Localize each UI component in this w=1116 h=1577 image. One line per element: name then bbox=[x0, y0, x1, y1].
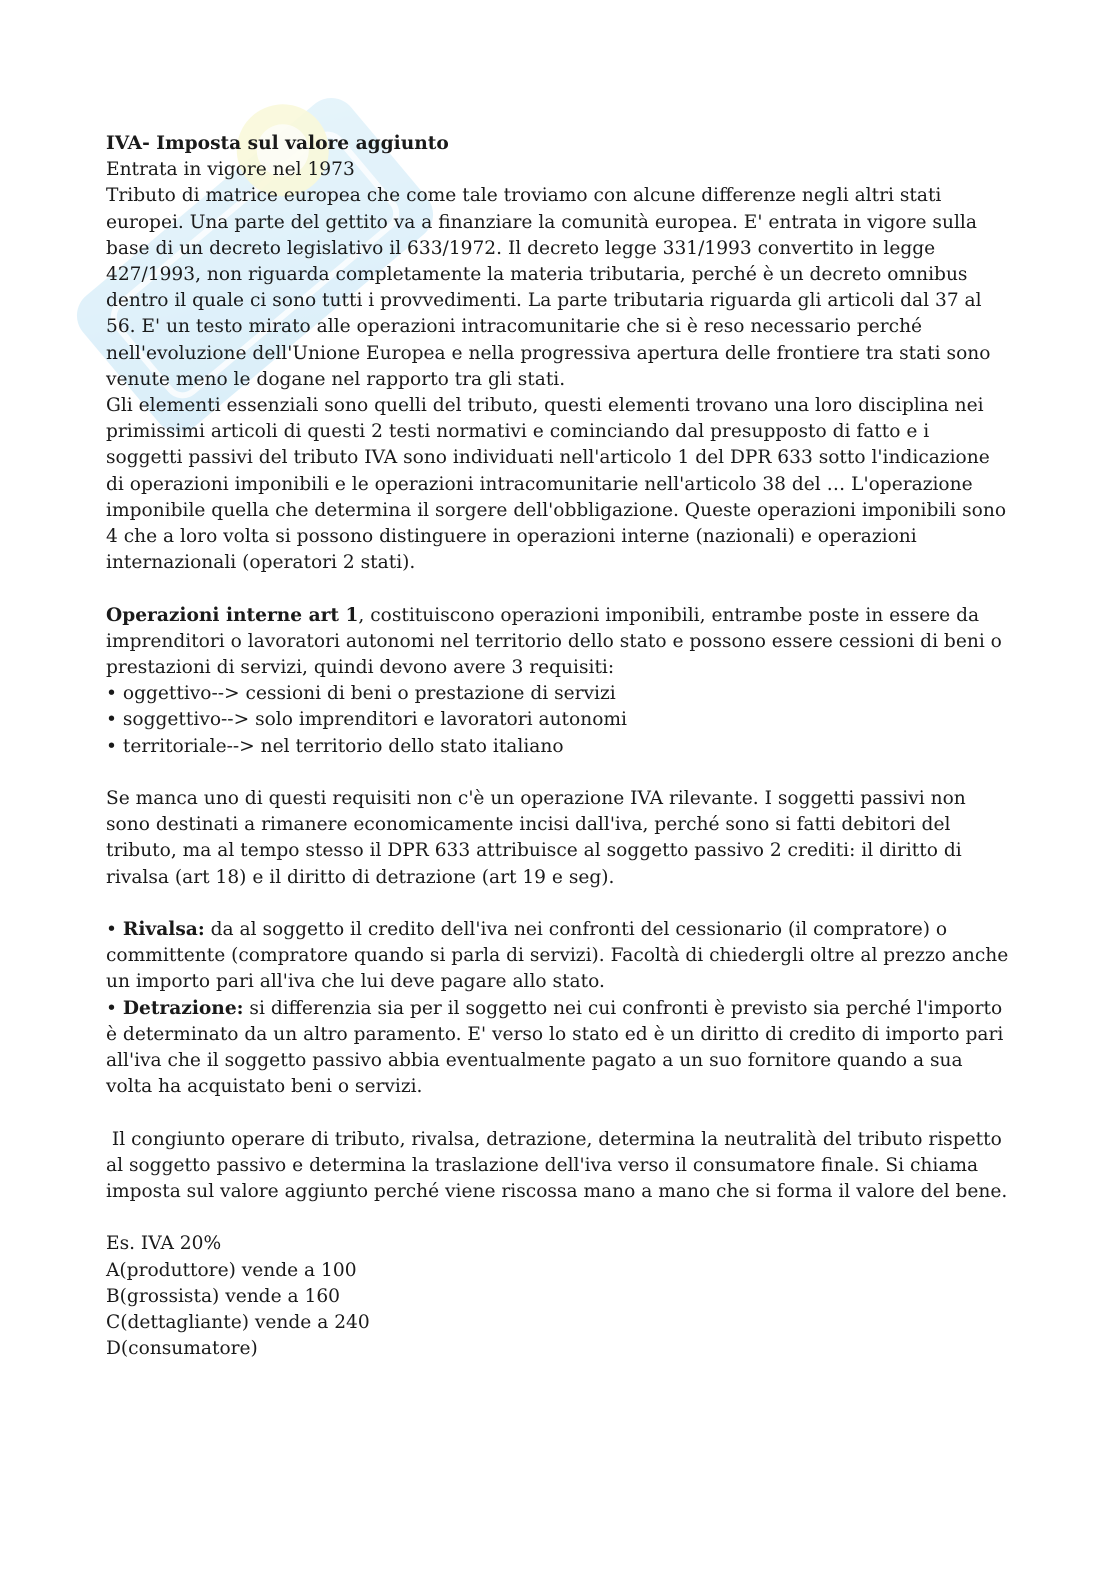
bullet: • bbox=[106, 919, 123, 941]
requirement-item: • oggettivo--> cessioni di beni o prestazione di servizi bbox=[106, 683, 616, 705]
internal-ops-paragraph bbox=[106, 603, 1011, 682]
requirement-item: • soggettivo--> solo imprenditori e lavoratori autonomi bbox=[106, 709, 627, 731]
missing-requirement-paragraph: Se manca uno di questi requisiti non c'è un operazione IVA rilevante. I soggetti passivi non sono destinati a rimanere economicamente incisi dall'iva, perché sono si fatti debitori del tributo, ma al tempo stesso il DPR 633 attribuisce al soggetto passivo 2 crediti: il diritto di rivalsa (art 18) e il diritto di detrazione (art 19 e seg). bbox=[106, 788, 966, 888]
example-line: C(dettagliante) vende a 240 bbox=[106, 1312, 370, 1334]
example-line: Es. IVA 20% bbox=[106, 1233, 222, 1255]
intro-paragraph: Tributo di matrice europea che come tale troviamo con alcune differenze negli altri stati europei. Una parte del gettito va a finanziare la comunità europea. E' entrata in vigore sulla base di un decreto legislativo il 633/1972. Il decreto legge 331/1993 convertito in legge 427/1993, non riguarda completamente la materia tributaria, perché è un decreto omnibus dentro il quale ci sono tutti i provvedimenti. La parte tributaria riguarda gli articoli dal 37 al 56. E' un testo mirato alle operazioni intracomunitarie che si è reso necessario perché nell'evoluzione dell'Unione Europea e nella progressiva apertura delle frontiere tra stati sono venute meno le dogane nel rapporto tra gli stati. bbox=[106, 185, 991, 390]
rivalsa-term: Rivalsa: bbox=[122, 919, 205, 941]
document-body bbox=[106, 131, 1011, 1362]
example-line: B(grossista) vende a 160 bbox=[106, 1285, 340, 1307]
document-title: IVA- Imposta sul valore aggiunto bbox=[106, 133, 449, 154]
elements-paragraph: Gli elementi essenziali sono quelli del tributo, questi elementi trovano una loro disciplina nei primissimi articoli di questi 2 testi normativi e cominciando dal presupposto di fatto e i soggetti passivi del tributo IVA sono individuati nell'articolo 1 del DPR 633 sotto l'indicazione di operazioni imponibili e le operazioni intracomunitarie nell'articolo 38 del … L'operazione imponibile quella che determina il sorgere dell'obbligazione. Queste operazioni imponibili sono 4 che a loro volta si possono distinguere in operazioni interne (nazionali) e operazioni internazionali (operatori 2 stati). bbox=[106, 395, 1007, 574]
bullet: • bbox=[106, 997, 123, 1019]
detrazione-term: Detrazione: bbox=[122, 997, 244, 1019]
requirement-item: • territoriale--> nel territorio dello stato italiano bbox=[106, 735, 564, 757]
internal-ops-heading: Operazioni interne art 1 bbox=[106, 604, 359, 626]
detrazione-text: si differenzia sia per il soggetto nei cui confronti è previsto sia perché l'importo è determinato da un altro paramento. E' verso lo stato ed è un diritto di credito di importo pari all'iva che il soggetto passivo abbia eventualmente pagato a un suo fornitore quando a sua volta ha acquistato beni o servizi. bbox=[106, 997, 1004, 1098]
example-line: D(consumatore) bbox=[106, 1338, 258, 1360]
document-subtitle: Entrata in vigore nel 1973 bbox=[106, 159, 355, 181]
rivalsa-text: da al soggetto il credito dell'iva nei confronti del cessionario (il compratore) o committente (compratore quando si parla di servizi). Facoltà di chiedergli oltre al prezzo anche un importo pari all'iva che lui deve pagare allo stato. bbox=[106, 919, 1009, 993]
rivalsa-paragraph bbox=[106, 917, 1011, 996]
example-line: A(produttore) vende a 100 bbox=[106, 1259, 357, 1281]
neutrality-paragraph: Il congiunto operare di tributo, rivalsa, detrazione, determina la neutralità del tributo rispetto al soggetto passivo e determina la traslazione dell'iva verso il consumatore finale. Si chiama imposta sul valore aggiunto perché viene riscossa mano a mano che si forma il valore del bene. bbox=[106, 1128, 1008, 1203]
detrazione-paragraph bbox=[106, 996, 1011, 1101]
internal-ops-text: , costituiscono operazioni imponibili, entrambe poste in essere da imprenditori o lavoratori autonomi nel territorio dello stato e possono essere cessioni di beni o prestazioni di servizi, quindi devono avere 3 requisiti: bbox=[106, 604, 1002, 679]
